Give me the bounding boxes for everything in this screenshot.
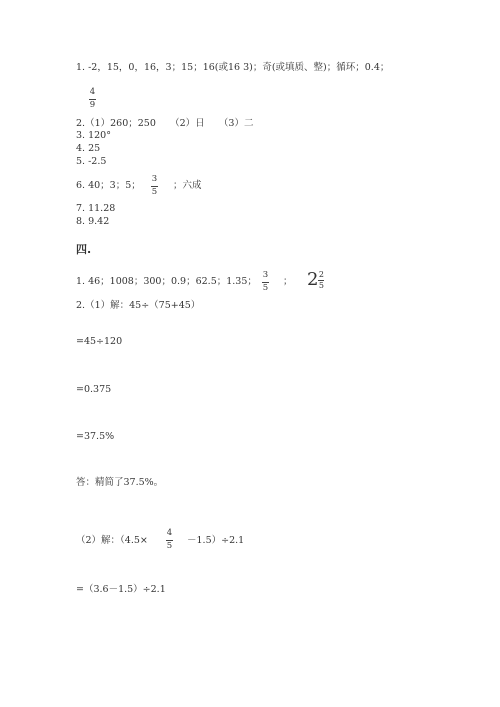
step-3: =37.5% xyxy=(76,431,115,442)
step-4: =（3.6－1.5）÷2.1 xyxy=(76,584,166,595)
answer-line-4: 4. 25 xyxy=(76,143,101,154)
fraction-numerator: 3 xyxy=(262,270,269,280)
mixed-fraction xyxy=(318,271,324,290)
fraction-numerator: 3 xyxy=(151,174,158,184)
fraction-3-5 xyxy=(151,175,158,197)
fraction-denominator: 9 xyxy=(89,100,96,110)
step-1: =45÷120 xyxy=(76,336,123,347)
answer-line-2: 2.（1）260；250 （2）日 （3）二 xyxy=(76,118,254,129)
separator: ； xyxy=(283,276,293,287)
fraction-3-5-b xyxy=(262,271,269,293)
fraction-numerator: 2 xyxy=(318,269,324,279)
answer-line-6: 6. 40；3；5； xyxy=(76,180,141,191)
section-heading: 四. xyxy=(76,243,92,256)
answer-line-5: 5. -2.5 xyxy=(76,156,107,167)
fraction-denominator: 5 xyxy=(318,280,324,290)
answer-line-1: 1. -2，15，0，16，3；15；16(或16 3)；奇(或填质、整)；循环；0.4； xyxy=(76,62,390,73)
answer-statement: 答：精简了37.5%。 xyxy=(76,477,164,488)
answer-line-7: 7. 11.28 xyxy=(76,203,116,214)
fraction-denominator: 5 xyxy=(166,541,173,551)
fraction-4-9 xyxy=(89,88,96,110)
fraction-denominator: 5 xyxy=(262,283,269,293)
fraction-numerator: 4 xyxy=(166,528,173,538)
part4-line-3-suffix: －1.5）÷2.1 xyxy=(187,535,245,546)
mixed-number xyxy=(307,270,324,290)
answer-line-3: 3. 120° xyxy=(76,130,111,141)
fraction-numerator: 4 xyxy=(89,87,96,97)
mixed-whole: 2 xyxy=(307,269,319,290)
part4-line-1: 1. 46；1008；300；0.9；62.5；1.35； xyxy=(76,276,257,287)
part4-line-2: 2.（1）解：45÷（75+45） xyxy=(76,300,201,311)
part4-line-3: （2）解：（4.5× xyxy=(76,535,148,546)
step-2: =0.375 xyxy=(76,384,112,395)
fraction-denominator: 5 xyxy=(151,187,158,197)
answer-line-6-suffix: ；六成 xyxy=(173,180,202,191)
answer-line-8: 8. 9.42 xyxy=(76,216,110,227)
fraction-4-5 xyxy=(166,529,173,551)
